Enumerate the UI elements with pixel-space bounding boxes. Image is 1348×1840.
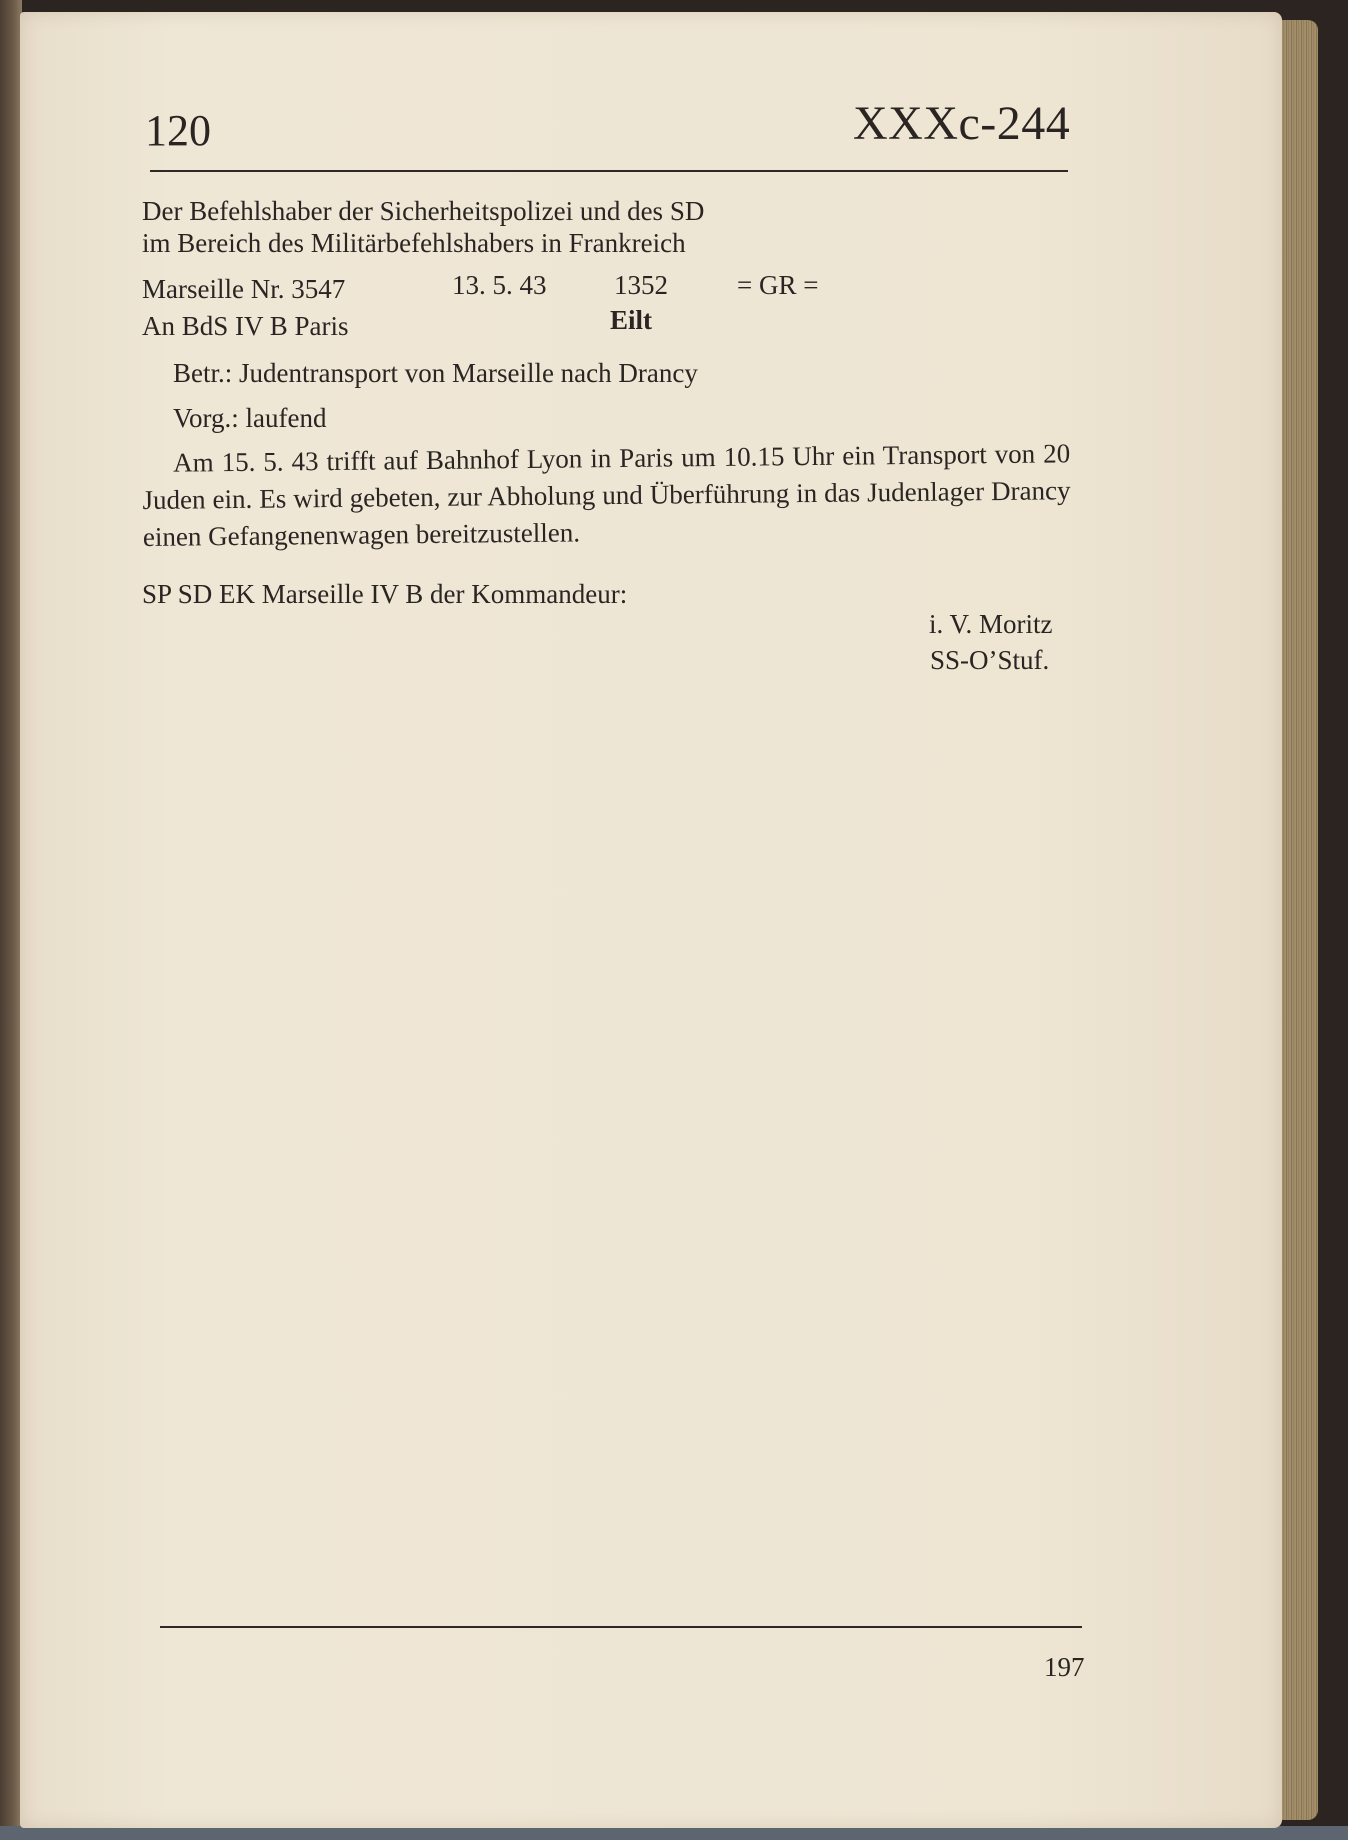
book-binding (0, 0, 22, 1840)
urgency-label: Eilt (610, 305, 653, 335)
telegram-recipient: An BdS IV B Paris (142, 311, 349, 341)
sender-line: SP SD EK Marseille IV B der Kommandeur: (142, 579, 628, 609)
telegram-date: 13. 5. 43 (452, 270, 547, 300)
body-paragraph: Am 15. 5. 43 trifft auf Bahnhof Lyon in Paris um 10.15 Uhr ein Transport von 20 Juden ein. Es wird gebeten, zur Abholung und Überführung in das Judenlager Drancy einen Gefangenenwagen bereitzustellen. (142, 438, 1071, 552)
telegram-time: 1352 (614, 270, 668, 300)
subject-line: Betr.: Judentransport von Marseille nach Drancy (173, 358, 698, 388)
header-rule (150, 170, 1068, 172)
footer-rule (160, 1626, 1082, 1628)
background-strip (0, 1826, 1348, 1840)
letterhead-line-1: Der Befehlshaber der Sicherheitspolizei und des SD (142, 196, 705, 226)
page-number-top: 120 (145, 106, 211, 155)
reference-line: Vorg.: laufend (173, 403, 327, 433)
signatory-rank: SS-O’Stuf. (930, 645, 1050, 675)
telegram-origin: Marseille Nr. 3547 (142, 274, 346, 304)
letterhead-line-2: im Bereich des Militärbefehlshabers in Frankreich (142, 228, 686, 258)
telegram-code: = GR = (737, 270, 819, 300)
signatory-name: i. V. Moritz (929, 609, 1053, 639)
page-number-bottom: 197 (1044, 1652, 1085, 1682)
document-reference: XXXc-244 (853, 97, 1071, 150)
page-stack-edge (1282, 20, 1318, 1820)
